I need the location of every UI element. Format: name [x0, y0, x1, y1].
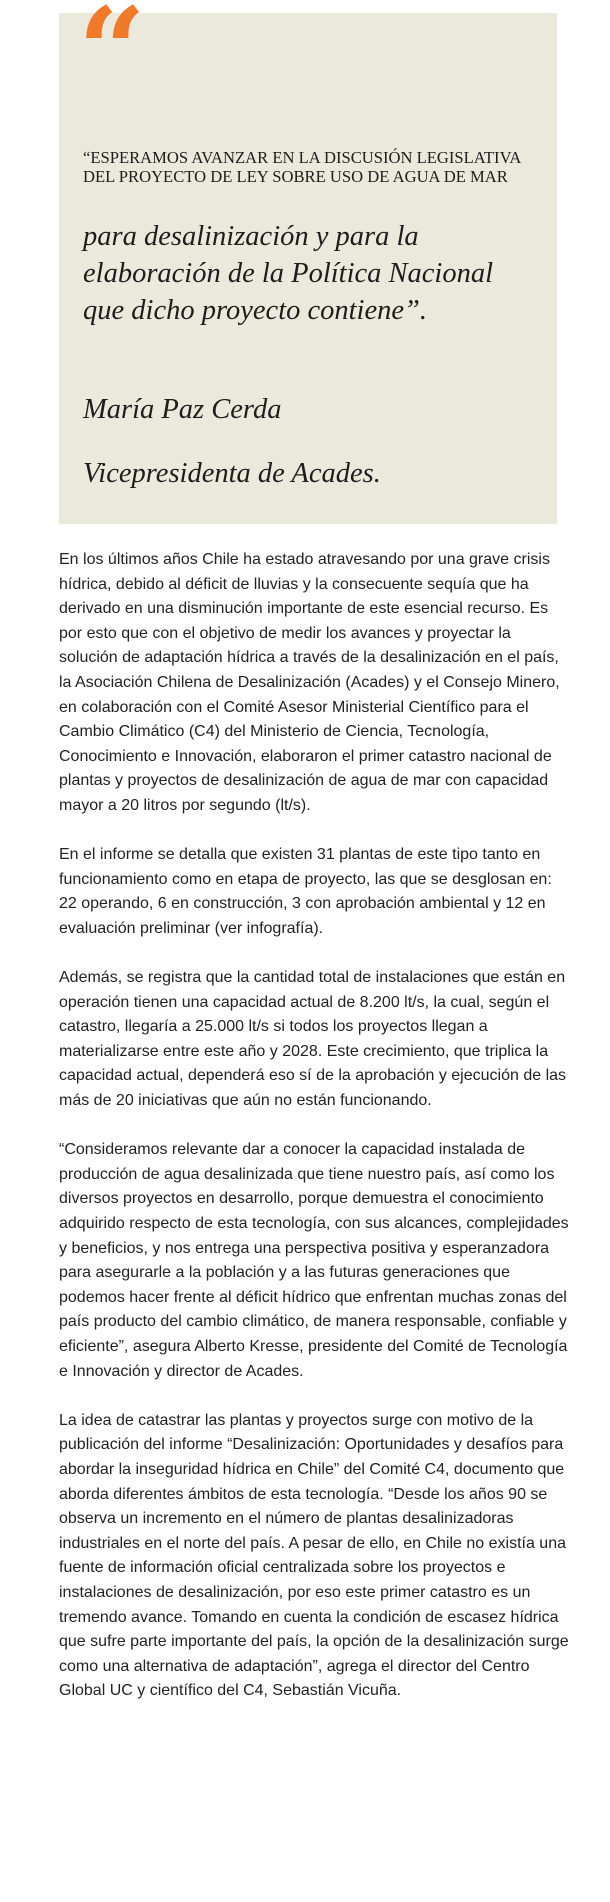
article-paragraph: En el informe se detalla que existen 31 plantas de este tipo tanto en funcionamiento como en etapa de proyecto, las que se desglosan en: 22 operando, 6 en construcción, 3 con aprobación ambiental y 12 en evaluación preliminar (ver infografía).	[59, 846, 552, 937]
quote-mark-icon: “	[78, 0, 140, 120]
quote-intro: “ESPERAMOS AVANZAR EN LA DISCUSIÓN LEGISLATIVA DEL PROYECTO DE LEY SOBRE USO DE AGUA DE MAR	[83, 148, 521, 186]
article-paragraph: Además, se registra que la cantidad total de instalaciones que están en operación tienen una capacidad actual de 8.200 lt/s, la cual, según el catastro, llegaría a 25.000 lt/s si todos los proyectos llegan a materializarse entre este año y 2028. Este crecimiento, que triplica la capacidad actual, dependerá eso sí de la aprobación y ejecución de las más de 20 iniciativas que aún no están funcionando.	[59, 969, 567, 1110]
article-body	[59, 548, 569, 1729]
article-paragraph: La idea de catastrar las plantas y proyectos surge con motivo de la publicación del informe “Desalinización: Oportunidades y desafíos para abordar la inseguridad hídrica en Chile” del Comité C4, documento que aborda diferentes ámbitos de esta tecnología. “Desde los años 90 se observa un incremento en el número de plantas desalinizadoras industriales en el norte del país. A pesar de ello, en Chile no existía una fuente de información oficial centralizada sobre los proyectos e instalaciones de desalinización, por eso este primer catastro es un tremendo avance. Tomando en cuenta la condición de escasez hídrica que sufre parte importante del país, la opción de la desalinización surge como una alternativa de adaptación”, agrega el director del Centro Global UC y científico del C4, Sebastián Vicuña.	[59, 1411, 569, 1700]
quote-body: para desalinización y para la elaboración de la Política Nacional que dicho proyecto contiene”.	[83, 221, 494, 326]
article-paragraph: En los últimos años Chile ha estado atravesando por una grave crisis hídrica, debido al déficit de lluvias y la consecuente sequía que ha derivado en una disminución importante de este esencial recurso. Es por esto que con el objetivo de medir los avances y proyectar la solución de adaptación hídrica a través de la desalinización en el país, la Asociación Chilena de Desalinización (Acades) y el Consejo Minero, en colaboración con el Comité Asesor Ministerial Científico para el Cambio Climático (C4) del Ministerio de Ciencia, Tecnología, Conocimiento e Innovación, elaboraron el primer catastro nacional de plantas y proyectos de desalinización de agua de mar con capacidad mayor a 20 litros por segundo (lt/s).	[59, 551, 560, 814]
article-paragraph: “Consideramos relevante dar a conocer la capacidad instalada de producción de agua desalinizada que tiene nuestro país, así como los diversos proyectos en desarrollo, porque demuestra el conocimiento adquirido respecto de esta tecnología, con sus alcances, complejidades y beneficios, y nos entrega una perspectiva positiva y esperanzadora para asegurarle a la población y a las futuras generaciones que podemos hacer frente al déficit hídrico que enfrentan muchas zonas del país producto del cambio climático, de manera responsable, confiable y eficiente”, asegura Alberto Kresse, presidente del Comité de Tecnología e Innovación y director de Acades.	[59, 1141, 569, 1380]
quote-author-role: Vicepresidenta de Acades.	[83, 458, 381, 489]
quote-author: María Paz Cerda	[83, 394, 282, 425]
